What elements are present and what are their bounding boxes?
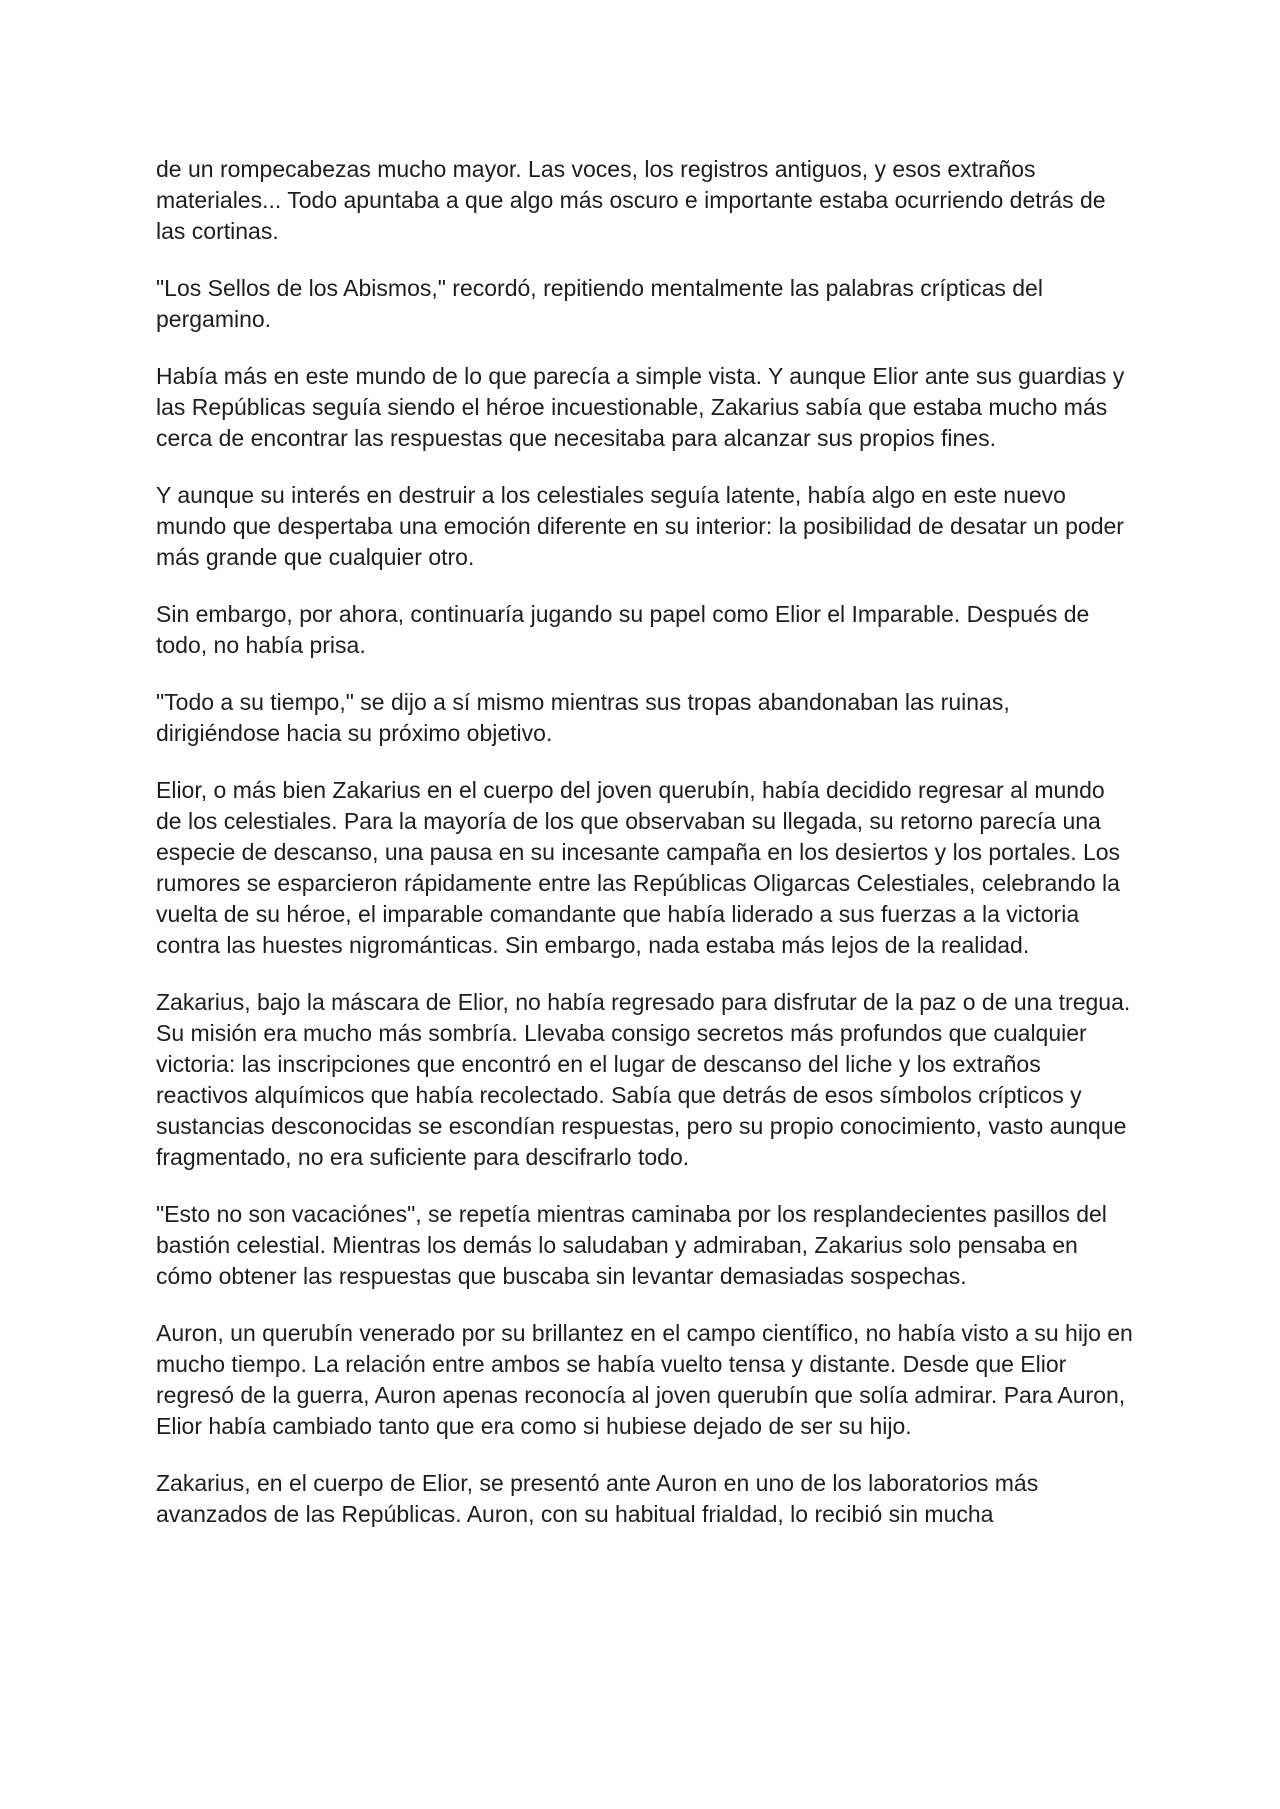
- paragraph: "Todo a su tiempo," se dijo a sí mismo mientras sus tropas abandonaban las ruinas, dirigiéndose hacia su próximo objetivo.: [156, 689, 1010, 746]
- paragraph: "Los Sellos de los Abismos," recordó, repitiendo mentalmente las palabras crípticas del pergamino.: [156, 275, 1043, 332]
- paragraph: Zakarius, en el cuerpo de Elior, se presentó ante Auron en uno de los laboratorios más avanzados de las Repúblicas. Auron, con su habitual frialdad, lo recibió sin mucha: [156, 1470, 1039, 1527]
- paragraph: Y aunque su interés en destruir a los celestiales seguía latente, había algo en este nuevo mundo que despertaba una emoción diferente en su interior: la posibilidad de desatar un poder más grande que cualquier otro.: [156, 482, 1124, 570]
- paragraph: Sin embargo, por ahora, continuaría jugando su papel como Elior el Imparable. Después de todo, no había prisa.: [156, 601, 1090, 658]
- paragraph: Elior, o más bien Zakarius en el cuerpo del joven querubín, había decidido regresar al mundo de los celestiales. Para la mayoría de los que observaban su llegada, su retorno parecía una especie de descanso, una pausa en su incesante campaña en los desiertos y los portales. Los rumores se esparcieron rápidamente entre las Repúblicas Oligarcas Celestiales, celebrando la vuelta de su héroe, el imparable comandante que había liderado a sus fuerzas a la victoria contra las huestes nigrománticas. Sin embargo, nada estaba más lejos de la realidad.: [156, 777, 1121, 958]
- paragraph: "Esto no son vacaciónes", se repetía mientras caminaba por los resplandecientes pasillos del bastión celestial. Mientras los demás lo saludaban y admiraban, Zakarius solo pensaba en cómo obtener las respuestas que buscaba sin levantar demasiadas sospechas.: [156, 1201, 1107, 1289]
- paragraph: Auron, un querubín venerado por su brillantez en el campo científico, no había visto a su hijo en mucho tiempo. La relación entre ambos se había vuelto tensa y distante. Desde que Elior regresó de la guerra, Auron apenas reconocía al joven querubín que solía admirar. Para Auron, Elior había cambiado tanto que era como si hubiese dejado de ser su hijo.: [156, 1320, 1133, 1439]
- paragraph: de un rompecabezas mucho mayor. Las voces, los registros antiguos, y esos extraños materiales... Todo apuntaba a que algo más oscuro e importante estaba ocurriendo detrás de las cortinas.: [156, 156, 1106, 244]
- document-body: [156, 154, 1136, 1556]
- paragraph: Zakarius, bajo la máscara de Elior, no había regresado para disfrutar de la paz o de una tregua. Su misión era mucho más sombría. Llevaba consigo secretos más profundos que cualquier victoria: las inscripciones que encontró en el lugar de descanso del liche y los extraños reactivos alquímicos que había recolectado. Sabía que detrás de esos símbolos crípticos y sustancias desconocidas se escondían respuestas, pero su propio conocimiento, vasto aunque fragmentado, no era suficiente para descifrarlo todo.: [156, 989, 1131, 1170]
- paragraph: Había más en este mundo de lo que parecía a simple vista. Y aunque Elior ante sus guardias y las Repúblicas seguía siendo el héroe incuestionable, Zakarius sabía que estaba mucho más cerca de encontrar las respuestas que necesitaba para alcanzar sus propios fines.: [156, 363, 1125, 451]
